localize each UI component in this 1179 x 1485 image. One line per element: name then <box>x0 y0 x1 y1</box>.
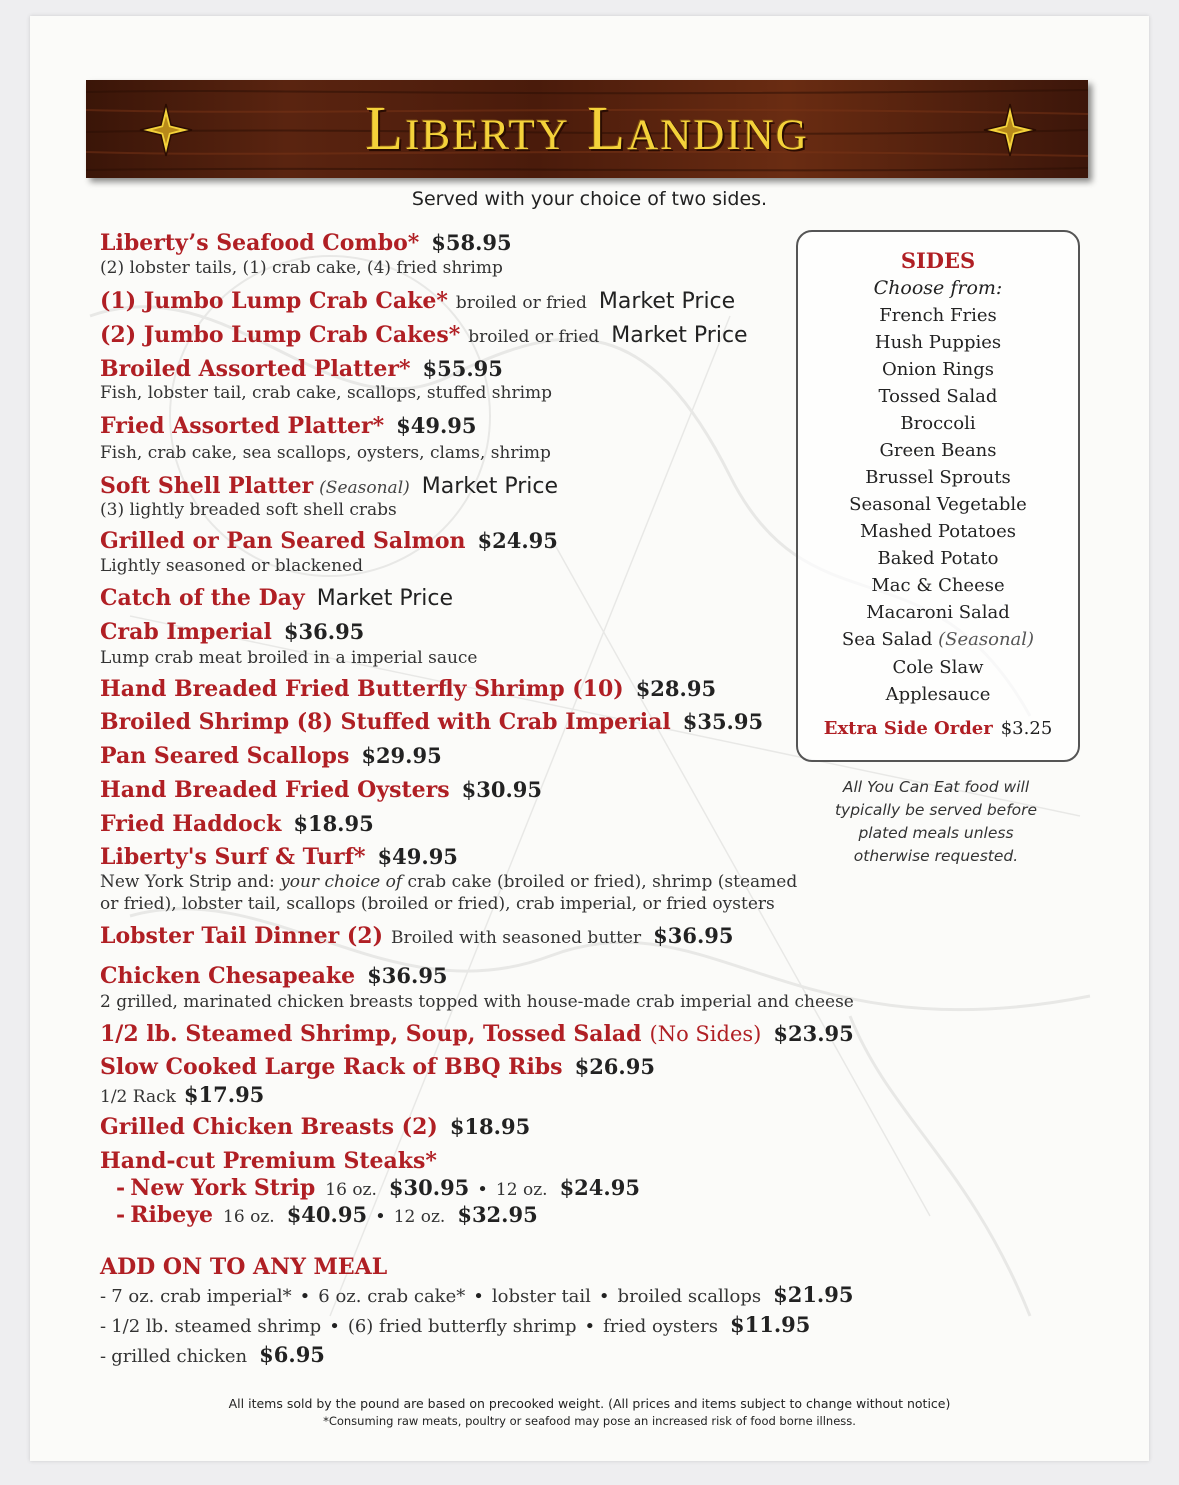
side-item: Onion Rings <box>882 359 994 380</box>
item-name: Hand Breaded Fried Oysters <box>100 777 450 803</box>
item-name: Hand-cut Premium Steaks* <box>100 1148 437 1174</box>
menu-item-surf-turf <box>100 844 458 870</box>
item-price: $24.95 <box>477 528 558 553</box>
item-note: (No Sides) <box>649 1022 762 1046</box>
dash: - <box>100 1286 107 1307</box>
note-line: otherwise requested. <box>853 847 1019 865</box>
item-name: Catch of the Day <box>100 585 305 611</box>
addon-line <box>100 1312 810 1337</box>
addon-price: $6.95 <box>259 1342 325 1367</box>
side-item-label: Sea Salad <box>841 629 933 650</box>
addon-option: lobster tail <box>491 1286 591 1307</box>
steak-size: 16 oz. <box>223 1207 275 1227</box>
item-price: $28.95 <box>635 676 717 701</box>
item-description <box>100 872 797 892</box>
desc-italic: your choice of <box>280 872 403 892</box>
menu-item-grilled-chicken <box>100 1114 530 1140</box>
menu-item-stuffed-shrimp <box>100 709 763 735</box>
steak-size: 12 oz. <box>495 1180 548 1200</box>
addon-line <box>100 1282 853 1307</box>
addon-option: (6) fried butterfly shrimp <box>347 1316 577 1337</box>
dash: - <box>116 1175 126 1201</box>
item-price: $30.95 <box>461 777 543 802</box>
menu-item-catch-of-day <box>100 585 453 611</box>
dash: - <box>100 1346 107 1367</box>
item-name: Lobster Tail Dinner (2) <box>100 923 384 949</box>
item-price: Market Price <box>421 474 559 499</box>
extra-side-label: Extra Side Order <box>823 718 993 739</box>
menu-item-salmon <box>100 528 558 554</box>
extra-side-price: $3.25 <box>1000 718 1053 739</box>
bullet: • <box>598 1286 610 1307</box>
menu-item-soft-shell <box>100 473 558 499</box>
steak-name: Ribeye <box>130 1202 214 1228</box>
desc-part: crab cake (broiled or fried), shrimp (steamed <box>402 872 798 892</box>
addon-option: 1/2 lb. steamed shrimp <box>111 1316 322 1337</box>
restaurant-name: Liberty Landing <box>365 95 809 163</box>
menu-item-butterfly-shrimp <box>100 676 716 702</box>
note-line: All You Can Eat food will <box>842 778 1030 796</box>
item-description: Fish, lobster tail, crab cake, scallops, stuffed shrimp <box>100 383 553 403</box>
menu-item-seafood-combo <box>100 230 512 256</box>
side-seasonal-note: (Seasonal) <box>938 629 1035 650</box>
side-item: Tossed Salad <box>878 386 998 407</box>
all-you-can-eat-note <box>820 776 1052 868</box>
menu-item-half-rack <box>100 1082 264 1107</box>
side-item: Broccoli <box>900 413 976 434</box>
item-name: Broiled Shrimp (8) Stuffed with Crab Imperial <box>100 709 671 735</box>
item-name: 1/2 lb. Steamed Shrimp, Soup, Tossed Salad <box>100 1021 642 1047</box>
steak-price: $24.95 <box>559 1175 640 1200</box>
item-price: Market Price <box>598 289 736 314</box>
item-name: Liberty's Surf & Turf* <box>100 844 366 870</box>
item-seasonal: (Seasonal) <box>319 478 410 498</box>
item-price: Market Price <box>611 323 748 348</box>
item-description: Lump crab meat broiled in a imperial sauce <box>100 648 478 668</box>
addon-title: ADD ON TO ANY MEAL <box>100 1254 388 1280</box>
menu-item-crab-imperial <box>100 619 364 645</box>
side-item: Brussel Sprouts <box>865 467 1011 488</box>
dash: - <box>100 1316 107 1337</box>
addon-option: 7 oz. crab imperial* <box>111 1286 292 1307</box>
bullet: • <box>584 1316 596 1337</box>
item-name: Broiled Assorted Platter* <box>100 356 411 382</box>
menu-item-lobster-tail <box>100 923 734 949</box>
item-price: $29.95 <box>361 743 442 768</box>
steak-size: 12 oz. <box>393 1207 446 1227</box>
steak-ribeye <box>116 1202 538 1228</box>
item-name: Chicken Chesapeake <box>100 963 356 989</box>
item-price: $18.95 <box>293 811 374 836</box>
menu-item-crab-cake-2 <box>100 322 748 348</box>
item-name: Slow Cooked Large Rack of BBQ Ribs <box>100 1054 563 1080</box>
item-price: $23.95 <box>773 1021 854 1046</box>
item-price: Market Price <box>316 586 453 611</box>
addon-option: fried oysters <box>603 1316 718 1337</box>
item-name: Grilled Chicken Breasts (2) <box>100 1114 438 1140</box>
bullet: • <box>329 1316 340 1337</box>
addon-price: $11.95 <box>730 1312 811 1337</box>
footer-pricing-note: All items sold by the pound are based on precooked weight. (All prices and items subject to change without notice) <box>228 1396 951 1411</box>
item-name: Fried Assorted Platter* <box>100 413 385 439</box>
item-description: or fried), lobster tail, scallops (broiled or fried), crab imperial, or fried oysters <box>100 894 775 914</box>
item-price: $18.95 <box>449 1114 531 1139</box>
menu-page <box>30 16 1149 1461</box>
item-name: Hand Breaded Fried Butterfly Shrimp (10) <box>100 676 624 702</box>
item-price: $58.95 <box>431 230 512 255</box>
menu-item-fried-platter <box>100 413 476 439</box>
side-item <box>798 629 1078 650</box>
title-banner <box>86 80 1088 178</box>
extra-side-order <box>798 718 1078 739</box>
bullet: • <box>299 1286 311 1307</box>
bullet: • <box>375 1206 386 1227</box>
item-name: Fried Haddock <box>100 811 282 837</box>
bullet: • <box>477 1179 488 1200</box>
compass-star-icon <box>982 102 1038 158</box>
steak-price: $32.95 <box>457 1202 538 1227</box>
item-price: $35.95 <box>682 709 764 734</box>
side-item: Baked Potato <box>877 548 999 569</box>
desc-part: New York Strip and: <box>100 872 281 892</box>
menu-item-crab-cake-1 <box>100 288 735 314</box>
steak-size: 16 oz. <box>325 1180 377 1200</box>
item-description: Fish, crab cake, sea scallops, oysters, clams, shrimp <box>100 443 551 463</box>
addon-option: broiled scallops <box>617 1286 762 1307</box>
steak-price: $40.95 <box>286 1202 368 1227</box>
note-line: typically be served before <box>834 801 1038 819</box>
item-note: broiled or fried <box>455 293 587 313</box>
side-item: Green Beans <box>879 440 997 461</box>
item-price: $36.95 <box>367 963 448 988</box>
addon-line <box>100 1342 325 1367</box>
side-item: Applesauce <box>885 684 991 705</box>
menu-item-haddock <box>100 811 374 837</box>
item-description: Lightly seasoned or blackened <box>100 556 364 576</box>
half-rack-label: 1/2 Rack <box>100 1087 176 1107</box>
item-description: 2 grilled, marinated chicken breasts topped with house-made crab imperial and cheese <box>100 992 854 1012</box>
footer-health-warning: *Consuming raw meats, poultry or seafood may pose an increased risk of food borne illness. <box>323 1414 856 1428</box>
item-description: (2) lobster tails, (1) crab cake, (4) fried shrimp <box>100 258 503 278</box>
menu-item-steaks <box>100 1148 437 1174</box>
item-price: $49.95 <box>396 413 477 438</box>
menu-item-bbq-ribs <box>100 1054 655 1080</box>
item-price: $36.95 <box>653 923 734 948</box>
side-item: French Fries <box>879 305 997 326</box>
item-name: (2) Jumbo Lump Crab Cakes* <box>100 322 461 348</box>
side-item: Macaroni Salad <box>866 602 1010 623</box>
item-name: Pan Seared Scallops <box>100 743 350 769</box>
item-name: Crab Imperial <box>100 619 272 645</box>
sides-subtitle: Served with your choice of two sides. <box>411 188 768 210</box>
sides-box <box>796 230 1080 762</box>
addon-price: $21.95 <box>773 1282 854 1307</box>
steak-price: $30.95 <box>388 1175 470 1200</box>
side-item: Hush Puppies <box>874 332 1002 353</box>
menu-item-oysters <box>100 777 542 803</box>
side-item: Mashed Potatoes <box>859 521 1017 542</box>
steak-new-york-strip <box>116 1175 640 1201</box>
item-note: Broiled with seasoned butter <box>391 928 642 948</box>
item-note: broiled or fried <box>468 327 600 347</box>
item-price: $17.95 <box>183 1082 265 1107</box>
side-item: Seasonal Vegetable <box>849 494 1027 515</box>
sides-choose-label: Choose from: <box>873 277 1003 299</box>
menu-item-broiled-platter <box>100 356 503 382</box>
addon-option: grilled chicken <box>111 1346 248 1367</box>
menu-item-chicken-chesapeake <box>100 963 448 989</box>
item-price: $36.95 <box>283 619 365 644</box>
dash: - <box>116 1202 126 1228</box>
item-description: (3) lightly breaded soft shell crabs <box>100 500 397 520</box>
item-name: Grilled or Pan Seared Salmon <box>100 528 466 554</box>
item-name: Liberty’s Seafood Combo* <box>100 230 420 256</box>
item-price: $26.95 <box>574 1054 655 1079</box>
side-item: Cole Slaw <box>892 657 984 678</box>
note-line: plated meals unless <box>858 824 1014 842</box>
item-price: $49.95 <box>377 844 458 869</box>
menu-item-scallops <box>100 743 442 769</box>
steak-name: New York Strip <box>130 1175 316 1201</box>
side-item: Mac & Cheese <box>871 575 1005 596</box>
item-name: Soft Shell Platter <box>100 473 314 499</box>
item-name: (1) Jumbo Lump Crab Cake* <box>100 288 448 314</box>
sides-title: SIDES <box>900 248 976 273</box>
item-price: $55.95 <box>422 356 503 381</box>
bullet: • <box>473 1286 484 1307</box>
menu-item-steamed-shrimp-combo <box>100 1021 854 1047</box>
addon-option: 6 oz. crab cake* <box>318 1286 466 1307</box>
addon-heading <box>100 1254 387 1280</box>
